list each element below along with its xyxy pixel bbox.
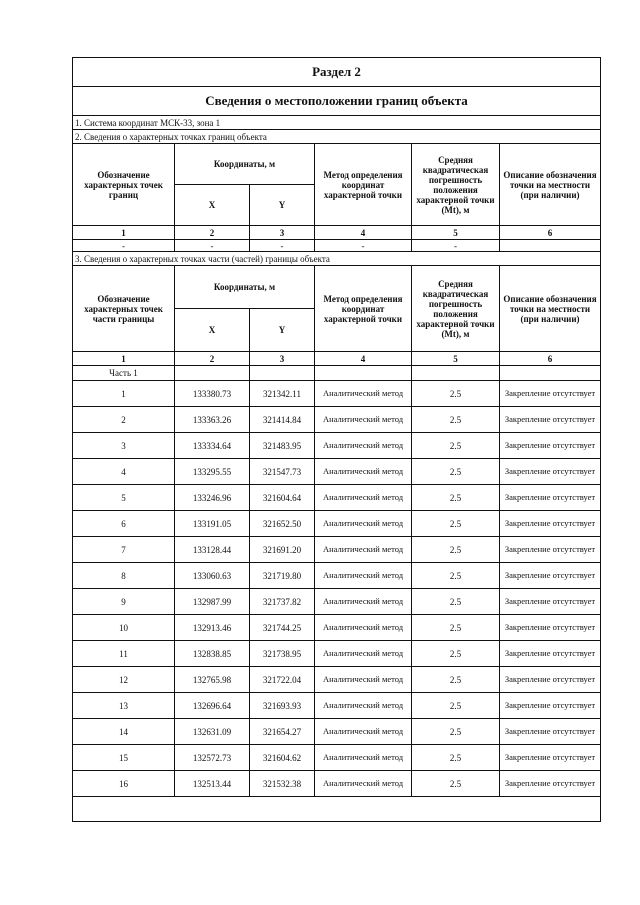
point-number: 2 (73, 407, 175, 433)
description: Закрепление отсутствует (500, 745, 601, 771)
block3-num-1: 1 (73, 352, 175, 366)
block3-num-3: 3 (250, 352, 315, 366)
description: Закрепление отсутствует (500, 719, 601, 745)
block2-col-method: Метод определения координат характерной точки (315, 144, 412, 226)
method: Аналитический метод (315, 537, 412, 563)
coord-x: 132631.09 (175, 719, 250, 745)
block3-col-y: Y (250, 309, 315, 352)
coord-y: 321604.62 (250, 745, 315, 771)
point-number: 9 (73, 589, 175, 615)
description: Закрепление отсутствует (500, 589, 601, 615)
block2-col-point: Обозначение характерных точек границ (73, 144, 175, 226)
method: Аналитический метод (315, 459, 412, 485)
table-row (73, 407, 601, 433)
coord-y: 321483.95 (250, 433, 315, 459)
method: Аналитический метод (315, 693, 412, 719)
description: Закрепление отсутствует (500, 459, 601, 485)
method: Аналитический метод (315, 667, 412, 693)
block2-title: 2. Сведения о характерных точках границ объекта (73, 130, 601, 144)
description: Закрепление отсутствует (500, 693, 601, 719)
coord-y: 321738.95 (250, 641, 315, 667)
accuracy: 2.5 (412, 459, 500, 485)
block3-title: 3. Сведения о характерных точках части (частей) границы объекта (73, 252, 601, 266)
table-row (73, 641, 601, 667)
block2-col-y: Y (250, 185, 315, 226)
coord-x: 133246.96 (175, 485, 250, 511)
block3-col-coords: Координаты, м (175, 266, 315, 309)
coord-x: 133060.63 (175, 563, 250, 589)
description: Закрепление отсутствует (500, 511, 601, 537)
point-number: 15 (73, 745, 175, 771)
method: Аналитический метод (315, 745, 412, 771)
coord-x: 132913.46 (175, 615, 250, 641)
point-number: 13 (73, 693, 175, 719)
method: Аналитический метод (315, 589, 412, 615)
method: Аналитический метод (315, 641, 412, 667)
table-row (73, 537, 601, 563)
coord-y: 321604.64 (250, 485, 315, 511)
coord-x: 132838.85 (175, 641, 250, 667)
coord-x: 133363.26 (175, 407, 250, 433)
block3-col-point: Обозначение характерных точек части границы (73, 266, 175, 352)
point-number: 6 (73, 511, 175, 537)
point-number: 7 (73, 537, 175, 563)
document-page (72, 57, 600, 822)
block3-col-x: X (175, 309, 250, 352)
method: Аналитический метод (315, 433, 412, 459)
block2-num-3: 3 (250, 226, 315, 240)
block2-dash-5: - (412, 240, 500, 252)
section-subtitle: Сведения о местоположении границ объекта (73, 87, 601, 116)
description: Закрепление отсутствует (500, 771, 601, 797)
accuracy: 2.5 (412, 641, 500, 667)
point-number: 12 (73, 667, 175, 693)
block2-num-5: 5 (412, 226, 500, 240)
coord-y: 321737.82 (250, 589, 315, 615)
method: Аналитический метод (315, 485, 412, 511)
block2-dash-2: - (175, 240, 250, 252)
method: Аналитический метод (315, 511, 412, 537)
coord-x: 133380.73 (175, 381, 250, 407)
block3-num-6: 6 (500, 352, 601, 366)
coord-y: 321744.25 (250, 615, 315, 641)
description: Закрепление отсутствует (500, 641, 601, 667)
accuracy: 2.5 (412, 381, 500, 407)
coord-x: 133295.55 (175, 459, 250, 485)
part-row (73, 366, 601, 381)
boundary-table (72, 57, 601, 822)
description: Закрепление отсутствует (500, 485, 601, 511)
table-row (73, 771, 601, 797)
block3-num-2: 2 (175, 352, 250, 366)
block2-col-x: X (175, 185, 250, 226)
block3-col-desc: Описание обозначения точки на местности (при наличии) (500, 266, 601, 352)
method: Аналитический метод (315, 563, 412, 589)
table-row (73, 589, 601, 615)
point-number: 8 (73, 563, 175, 589)
block2-dash-1: - (73, 240, 175, 252)
coord-x: 132696.64 (175, 693, 250, 719)
coord-y: 321532.38 (250, 771, 315, 797)
table-row (73, 667, 601, 693)
table-row (73, 381, 601, 407)
coord-y: 321719.80 (250, 563, 315, 589)
accuracy: 2.5 (412, 719, 500, 745)
accuracy: 2.5 (412, 511, 500, 537)
block2-col-accuracy: Средняя квадратическая погрешность положения характерной точки (Mt), м (412, 144, 500, 226)
point-number: 11 (73, 641, 175, 667)
block2-num-4: 4 (315, 226, 412, 240)
block2-num-1: 1 (73, 226, 175, 240)
coord-x: 133191.05 (175, 511, 250, 537)
accuracy: 2.5 (412, 563, 500, 589)
description: Закрепление отсутствует (500, 667, 601, 693)
table-row (73, 563, 601, 589)
method: Аналитический метод (315, 615, 412, 641)
coord-x: 132572.73 (175, 745, 250, 771)
block2-num-2: 2 (175, 226, 250, 240)
block3-col-method: Метод определения координат характерной точки (315, 266, 412, 352)
description: Закрепление отсутствует (500, 615, 601, 641)
coord-y: 321342.11 (250, 381, 315, 407)
accuracy: 2.5 (412, 589, 500, 615)
accuracy: 2.5 (412, 433, 500, 459)
coord-y: 321693.93 (250, 693, 315, 719)
description: Закрепление отсутствует (500, 563, 601, 589)
empty-tail-row (73, 797, 601, 822)
block2-dash-4: - (315, 240, 412, 252)
accuracy: 2.5 (412, 693, 500, 719)
coord-y: 321654.27 (250, 719, 315, 745)
coord-y: 321414.84 (250, 407, 315, 433)
description: Закрепление отсутствует (500, 381, 601, 407)
accuracy: 2.5 (412, 615, 500, 641)
block3-num-4: 4 (315, 352, 412, 366)
method: Аналитический метод (315, 771, 412, 797)
block2-dash-6 (500, 240, 601, 252)
method: Аналитический метод (315, 381, 412, 407)
description: Закрепление отсутствует (500, 433, 601, 459)
point-number: 5 (73, 485, 175, 511)
point-number: 1 (73, 381, 175, 407)
block2-col-coords: Координаты, м (175, 144, 315, 185)
table-row (73, 719, 601, 745)
accuracy: 2.5 (412, 771, 500, 797)
table-row (73, 433, 601, 459)
method: Аналитический метод (315, 719, 412, 745)
table-row (73, 459, 601, 485)
coord-x: 132987.99 (175, 589, 250, 615)
point-number: 3 (73, 433, 175, 459)
coord-y: 321691.20 (250, 537, 315, 563)
description: Закрепление отсутствует (500, 537, 601, 563)
block3-num-5: 5 (412, 352, 500, 366)
coord-x: 133128.44 (175, 537, 250, 563)
accuracy: 2.5 (412, 537, 500, 563)
block2-num-6: 6 (500, 226, 601, 240)
point-number: 14 (73, 719, 175, 745)
block2-col-desc: Описание обозначения точки на местности (при наличии) (500, 144, 601, 226)
coord-y: 321547.73 (250, 459, 315, 485)
block2-numbers-row (73, 226, 601, 240)
accuracy: 2.5 (412, 745, 500, 771)
table-row (73, 615, 601, 641)
coord-x: 132765.98 (175, 667, 250, 693)
block3-numbers-row (73, 352, 601, 366)
accuracy: 2.5 (412, 667, 500, 693)
coord-y: 321652.50 (250, 511, 315, 537)
table-row (73, 485, 601, 511)
coord-x: 132513.44 (175, 771, 250, 797)
accuracy: 2.5 (412, 485, 500, 511)
description: Закрепление отсутствует (500, 407, 601, 433)
block3-col-accuracy: Средняя квадратическая погрешность положения характерной точки (Mt), м (412, 266, 500, 352)
section-title: Раздел 2 (73, 58, 601, 87)
table-row (73, 693, 601, 719)
block2-dash-row (73, 240, 601, 252)
coord-system: 1. Система координат МСК-33, зона 1 (73, 116, 601, 130)
point-number: 16 (73, 771, 175, 797)
accuracy: 2.5 (412, 407, 500, 433)
method: Аналитический метод (315, 407, 412, 433)
coord-y: 321722.04 (250, 667, 315, 693)
point-number: 4 (73, 459, 175, 485)
table-row (73, 745, 601, 771)
table-row (73, 511, 601, 537)
part-label: Часть 1 (73, 366, 175, 381)
block2-dash-3: - (250, 240, 315, 252)
point-number: 10 (73, 615, 175, 641)
coord-x: 133334.64 (175, 433, 250, 459)
